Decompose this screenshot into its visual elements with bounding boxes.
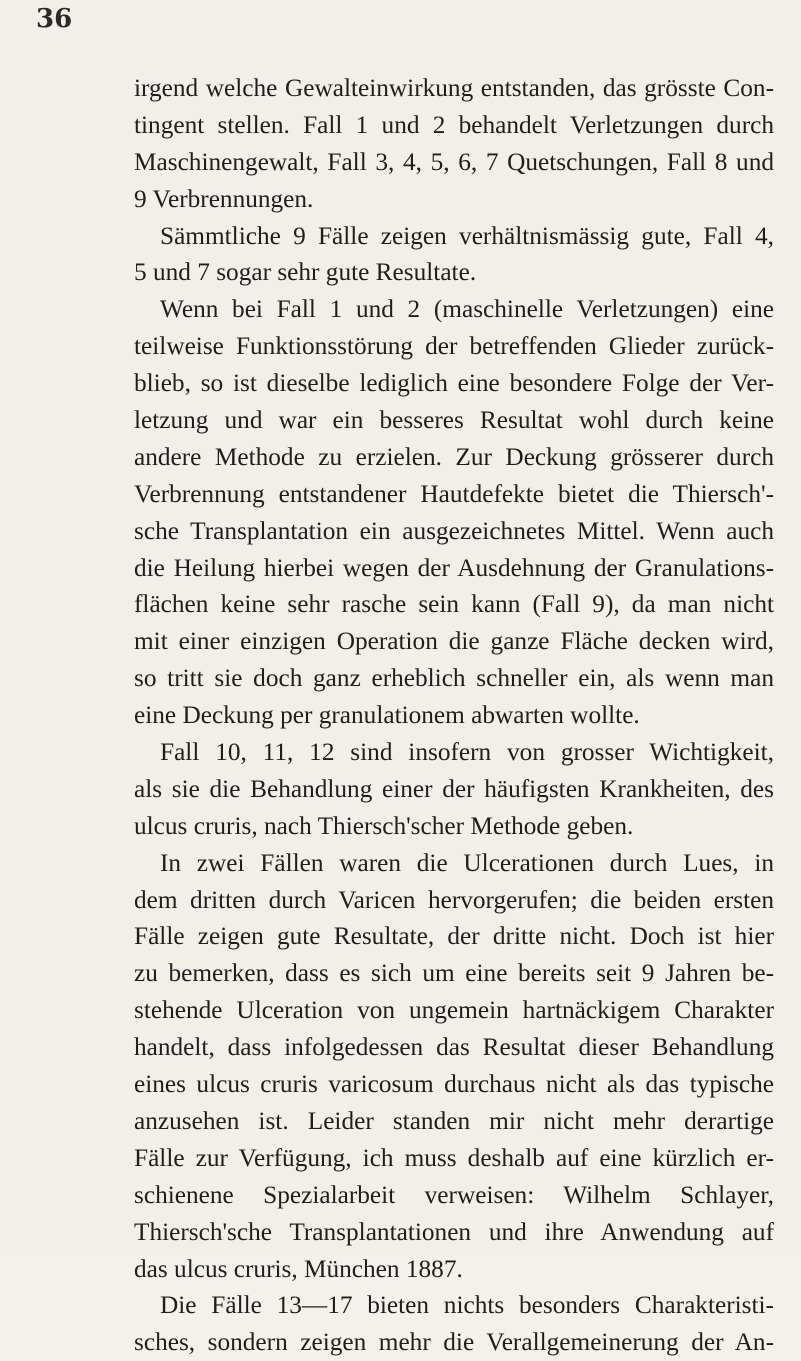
text-line: schienene Spezialarbeit verweisen: Wilhelm Schlayer,: [134, 1180, 774, 1209]
text-line: Die Fälle 13—17 bieten nichts besonders Charakteristi-: [160, 1291, 774, 1320]
text-line: eine Deckung per granulationem abwarten wollte.: [134, 701, 640, 730]
text-line: Fall 10, 11, 12 sind insofern von grosser Wichtigkeit,: [160, 738, 774, 767]
text-line: handelt, dass infolgedessen das Resultat dieser Behandlung: [134, 1033, 774, 1062]
text-line: stehende Ulceration von ungemein hartnäckigem Charakter: [134, 996, 774, 1025]
text-line: tingent stellen. Fall 1 und 2 behandelt Verletzungen durch: [134, 110, 774, 139]
text-line: In zwei Fällen waren die Ulcerationen durch Lues, in: [160, 848, 774, 877]
text-line: 5 und 7 sogar sehr gute Resultate.: [134, 258, 477, 287]
text-line: Sämmtliche 9 Fälle zeigen verhältnismässig gute, Fall 4,: [160, 221, 774, 250]
text-line: als sie die Behandlung einer der häufigsten Krankheiten, des: [134, 774, 774, 803]
text-line: Fälle zur Verfügung, ich muss deshalb auf eine kürzlich er-: [134, 1143, 774, 1172]
text-line: flächen keine sehr rasche sein kann (Fall 9), da man nicht: [134, 590, 774, 619]
text-line: 9 Verbrennungen.: [134, 184, 314, 213]
text-line: Maschinengewalt, Fall 3, 4, 5, 6, 7 Quetschungen, Fall 8 und: [134, 147, 774, 176]
text-line: ulcus cruris, nach Thiersch'scher Methode geben.: [134, 811, 634, 840]
body-text: [134, 70, 774, 1361]
text-line: das ulcus cruris, München 1887.: [134, 1254, 463, 1283]
text-line: dem dritten durch Varicen hervorgerufen; die beiden ersten: [134, 885, 774, 914]
text-line: Fälle zeigen gute Resultate, der dritte nicht. Doch ist hier: [134, 922, 774, 951]
text-line: die Heilung hierbei wegen der Ausdehnung der Granulations-: [134, 553, 774, 582]
text-line: so tritt sie doch ganz erheblich schneller ein, als wenn man: [134, 664, 774, 693]
text-line: Wenn bei Fall 1 und 2 (maschinelle Verletzungen) eine: [160, 295, 774, 324]
text-line: eines ulcus cruris varicosum durchaus nicht als das typische: [134, 1070, 774, 1099]
text-line: zu bemerken, dass es sich um eine bereits seit 9 Jahren be-: [134, 959, 774, 988]
text-line: sches, sondern zeigen mehr die Verallgemeinerung der An-: [134, 1328, 774, 1357]
text-line: teilweise Funktionsstörung der betreffenden Glieder zurück-: [134, 332, 774, 361]
text-line: Thiersch'sche Transplantationen und ihre Anwendung auf: [134, 1217, 774, 1246]
text-line: blieb, so ist dieselbe lediglich eine besondere Folge der Ver-: [134, 369, 774, 398]
page-number: 36: [36, 4, 73, 34]
text-line: mit einer einzigen Operation die ganze Fläche decken wird,: [134, 627, 774, 656]
text-line: irgend welche Gewalteinwirkung entstanden, das grösste Con-: [134, 74, 774, 102]
text-line: letzung und war ein besseres Resultat wohl durch keine: [134, 406, 774, 435]
text-line: Verbrennung entstandener Hautdefekte bietet die Thiersch'-: [134, 479, 774, 508]
text-line: anzusehen ist. Leider standen mir nicht mehr derartige: [134, 1106, 774, 1135]
text-line: andere Methode zu erzielen. Zur Deckung grösserer durch: [134, 442, 774, 471]
text-line: sche Transplantation ein ausgezeichnetes Mittel. Wenn auch: [134, 516, 774, 545]
